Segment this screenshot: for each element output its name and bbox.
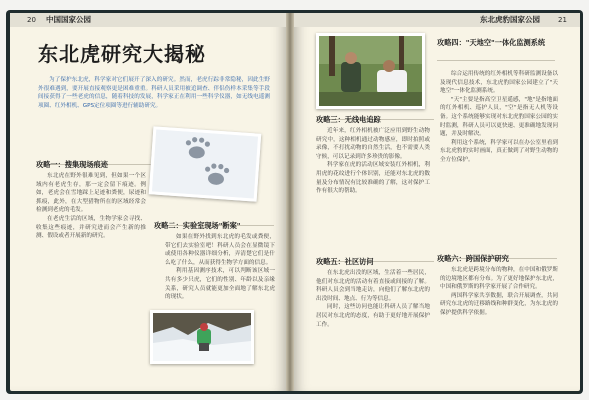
section-2-heading [154,213,274,230]
section-1-label: 攻略一：搜集现场痕迹 [36,160,108,169]
pawprint-illustration [152,130,258,199]
right-page-number: 21 [558,16,567,24]
section-5-body [316,269,430,329]
section-6-label: 攻略六：跨国保护研究 [437,254,509,263]
section-5-label: 攻略五：社区访问 [316,257,374,266]
section-5-paragraph: 同时，这些访问也能让科研人员了解当地居民对东北虎的态度，有助于更好地开展保护工作。 [316,304,430,328]
forest-scene-illustration [319,36,422,106]
book-spine [286,13,294,391]
pawprint-photo [149,126,261,201]
section-6-paragraph: 两国科学家共享数据，联合开展调查，共同研究东北虎的迁移路线和种群变化，为东北虎的保护提供科学依据。 [440,292,558,316]
section-4-paragraph: 综合运用传统的红外相机等科研监测设备以及现代信息技术，东北虎豹国家公园建立了"天地空"一体化监测系统。 [440,71,558,95]
section-6-paragraph: 东北虎是跨境分布的物种，在中国和俄罗斯的边境地区都有分布。为了更好地保护东北虎，中国和俄罗斯的科学家开展了合作研究。 [440,267,558,291]
article-title: 东北虎研究大揭秘 [38,42,206,66]
section-3-paragraph: 科学家在虎的活动区域安装红外相机，利用虎的花纹进行个体识别，还能对东北虎的数量及分布情况有比较准确的了解，这对保护工作有很大的帮助。 [316,162,430,195]
section-6-heading [437,246,557,263]
intro-paragraph: 为了保护东北虎，科学家对它们展开了深入的研究。然而，老虎行踪非常隐秘，因此生野外很难遇到，要开展直接观察更是困难重重。科研人员采用被追调查、伴侣伤样本采集等手段间接获得了一些老虎的信息，随着科技的发展，科学家正在利用一些科学仪器，如无线电遥测项圈、红外相机、GPS定位项圈等进行辅助研究。 [38,77,270,109]
section-3-body [316,127,430,196]
left-page-number: 20 [27,16,36,24]
left-running-title: 中国国家公园 [46,15,91,24]
section-2-paragraph: 如果在野外找到东北虎的毛发或粪便，带它们去实验室吧！科研人员会在显微镜下或使用各种仪器详细分析，弄清楚它们是什么吃了什么，从而获得生物学方面的信息。 [165,234,275,266]
field-researchers-photo [316,33,425,109]
section-6-body [440,266,558,318]
section-5-paragraph: 在东北虎出没的区域，生活着一些居民，他们对东北虎的活动有着直接或间接的了解。科研人员会到当地走访，向他们了解东北虎的出没时间、地点、行为等信息。 [316,270,430,302]
section-1-body [36,172,146,241]
intro-block [38,76,270,110]
section-3-heading [316,107,434,124]
section-3-label: 攻略三：无线电追踪 [316,115,381,124]
section-1-paragraph: 在老虎生活的区域，生物学家会寻找、收集这些痕迹，并研究进而会产生新的推测、假设或者开展新的研究。 [36,215,146,240]
section-4-label: 攻略四："天地空"一体化监测系统 [437,38,546,47]
section-2-paragraph: 利用基因测序技术，可以判断该区域一共有多少只虎，它们的性别、年龄以及亲缘关系，研究人员就能更加全面地了解东北虎的现状。 [165,268,275,301]
section-1-paragraph: 东北虎在野外很难见到，但如果一个区域内有老虎生存，那一定会留下痕迹。例如，老虎会在雪地踩上足迹和粪便，尿迹和抓痕，此外，在大型猎物所在的区域经常会检测到老虎的毛发。 [36,173,146,214]
section-3-paragraph: 近年来，红外相机被广泛应用到野生动物研究中，这种相机通过动物感应，即时拍照或录像，不打扰动物的自然生活，也不需要人类守候，可以记录到许多珍贵的影像。 [316,128,430,160]
snow-scene-illustration [153,313,251,361]
section-1-heading [36,152,156,169]
snow-researcher-photo [150,310,254,364]
section-4-body [440,70,558,165]
section-2-body [165,233,275,302]
section-4-paragraph: "天"主要是指高空卫星遥感，"地"是指地面的红外相机、巡护人员，"空"是指无人机等设备。这个系统能够实现对东北虎豹国家公园的实时监测，科研人员可以更快速、更准确地发现问题，并及时解决。 [440,96,558,138]
section-4-paragraph: 利用这个系统，科学家可以在办公室里看到东北虎豹的实时画面，真正做到了对野生动物的全方位保护。 [440,139,558,163]
section-5-heading [316,249,434,266]
section-4-heading [437,38,555,61]
section-2-label: 攻略二：实验室现场"断案" [154,221,241,230]
right-running-title: 东北虎豹国家公园 [480,15,540,24]
